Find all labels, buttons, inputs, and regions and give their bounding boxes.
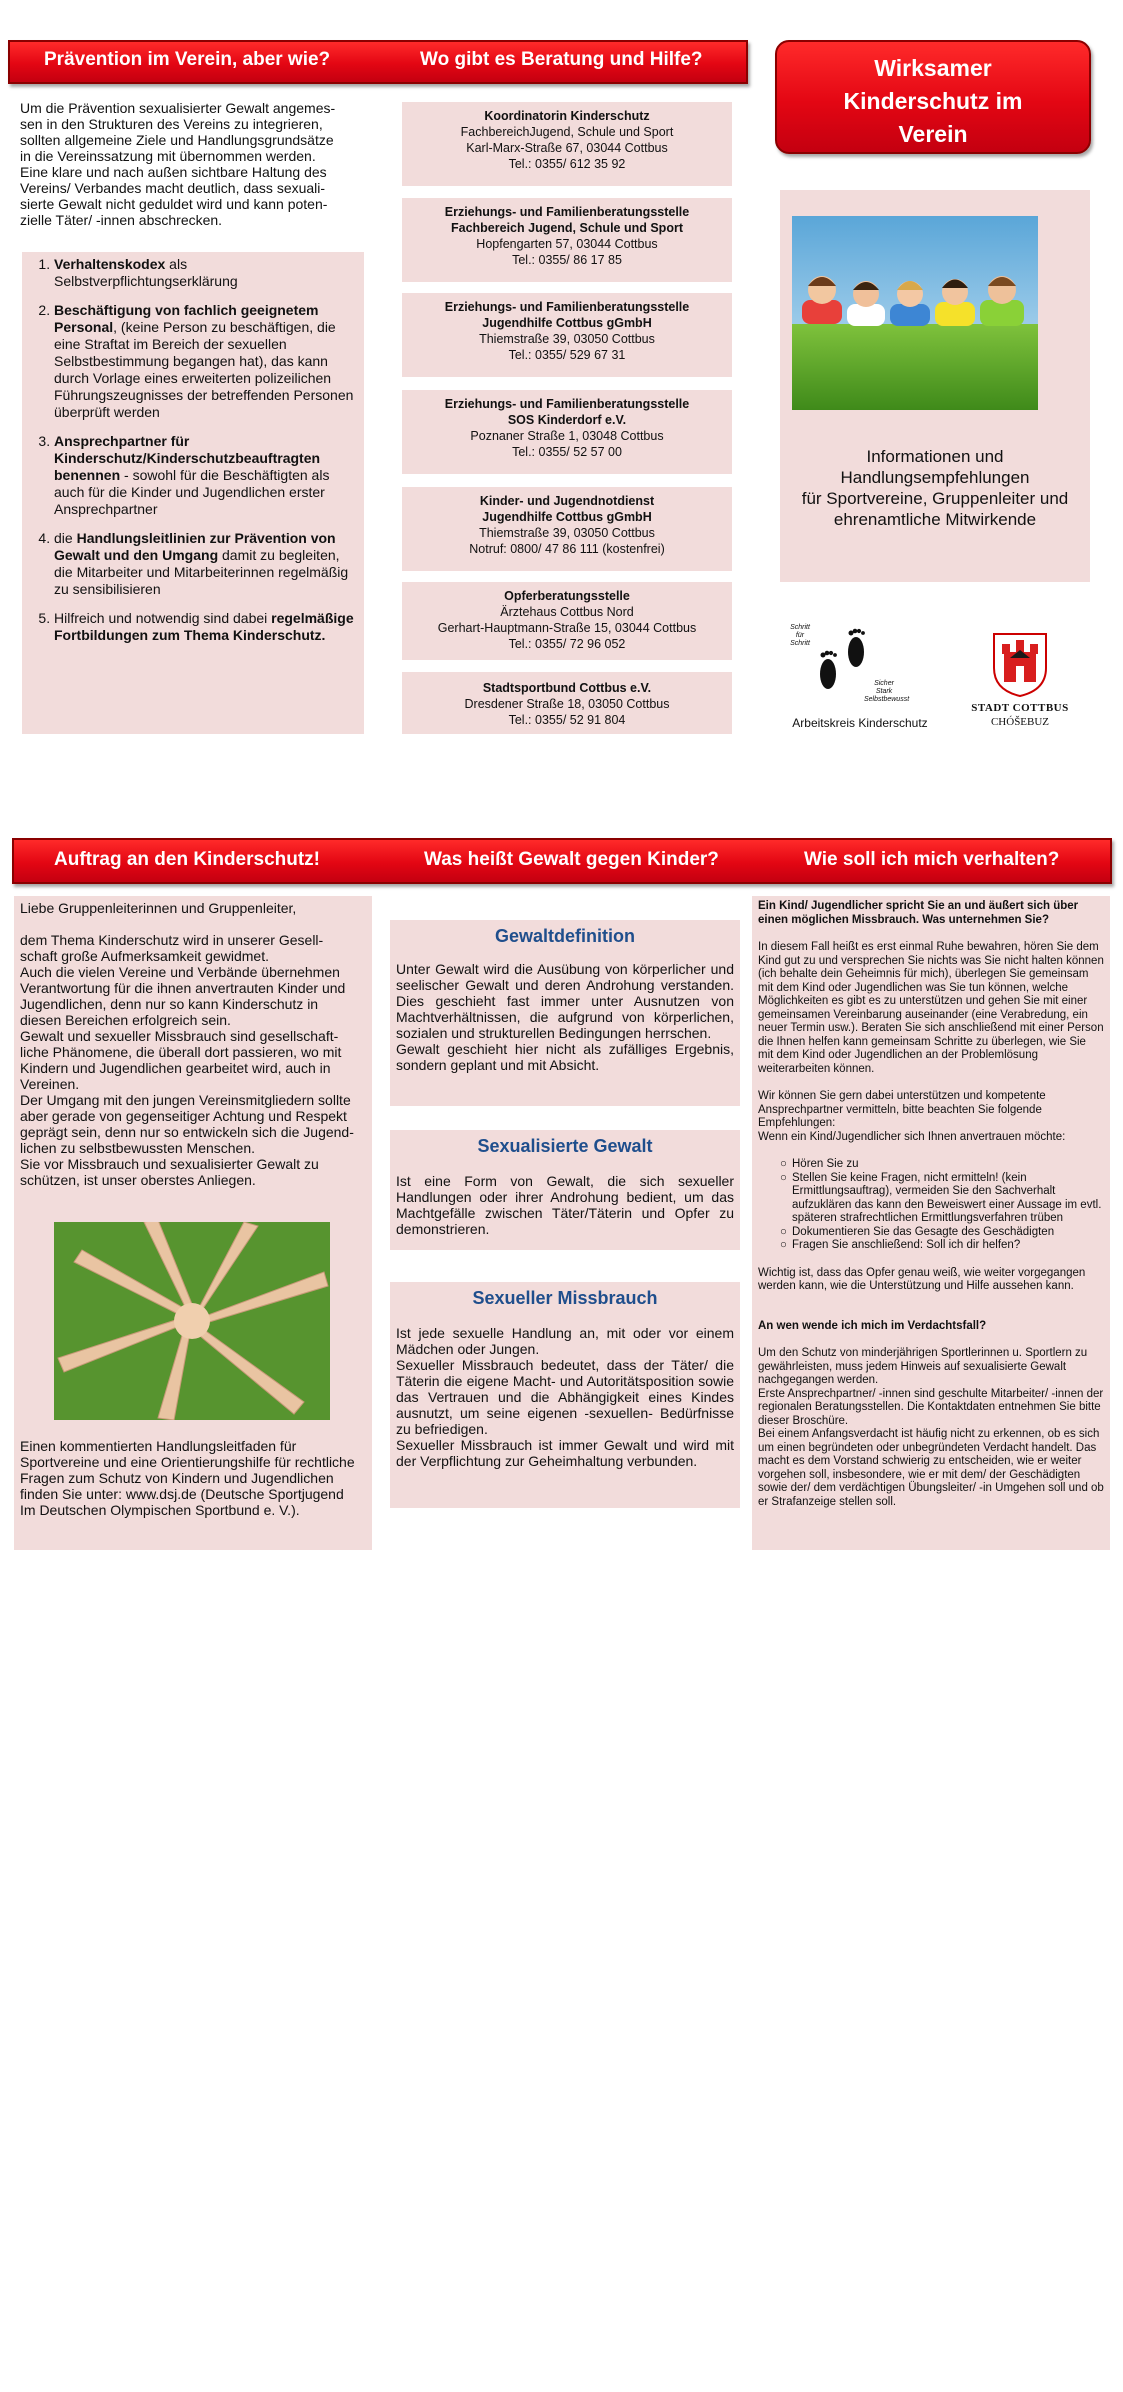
text-gewaltdefinition: Unter Gewalt wird die Ausübung von körperlicher und seelischer Gewalt und deren Androhung verstanden. Dies geschieht fast immer unter Ausnutzen von Machtverhältnissen, die aufgrund von körperlichen, sozialen und strukturellen Bedingungen herrschen. xyxy=(396,961,734,1041)
info-text: Informationen und Handlungsempfehlungen für Sportvereine, Gruppenleiter und ehrenamtliche Mitwirkende xyxy=(801,447,1069,529)
step-item: 5. Hilfreich und notwendig sind dabei regelmäßige Fortbildungen zum Thema Kinderschutz. xyxy=(54,610,358,644)
stadt-cottbus-logo xyxy=(960,630,1080,740)
paragraph-ruhe-bewahren: In diesem Fall heißt es erst einmal Ruhe bewahren, hören Sie dem Kind gut zu und versprechen Sie nichts was Sie nicht halten können (ich behalte dein Geheimnis für mich), überlegen Sie gemeinsam mit dem Kind oder Jugendlichen was Sie tun können, welche Möglichkeiten es gibt es zu unterstützen und gehen Sie mit einer gemeinsamen Vereinbarung auseinander (eine Verabredung, ein neuer Termin usw.). Beraten Sie sich anschließend mit einer Person die Ihnen helfen kann gemeinsam Schritte zu überlegen, wie Sie mit dem Kind oder Jugendlichen an der Problemlösung weiterarbeiten können. xyxy=(758,941,1104,1075)
step-item: 2. Beschäftigung von fachlich geeignetem Personal, (keine Person zu beschäftigen, die eine Straftat im Bereich der sexuellen Selbstbestimmung begangen hat), das kann durch Vorlage eines erweiterten polizeilichen Führungszeugnisses der betreffenden Personen überprüft werden xyxy=(54,302,358,421)
banner-title-gewalt: Was heißt Gewalt gegen Kinder? xyxy=(424,849,719,870)
def-panel-gewalt xyxy=(390,920,740,1106)
title-box xyxy=(775,40,1091,154)
verhalten-panel xyxy=(752,896,1110,1550)
steps-list xyxy=(28,256,358,644)
list-item: ○ Hören Sie zu xyxy=(780,1158,1104,1172)
step-item: 1. Verhaltenskodex als Selbstverpflichtungserklärung xyxy=(54,256,358,290)
heading-sexualisierte-gewalt: Sexualisierte Gewalt xyxy=(477,1136,653,1156)
question-missbrauch: Ein Kind/ Jugendlicher spricht Sie an und äußert sich über einen möglichen Missbrauch. Was unternehmen Sie? xyxy=(758,900,1079,926)
title-line-1: Wirksamer xyxy=(874,55,992,81)
contact-box-beratungsstelle-jugendhilfe: Erziehungs- und Familienberatungsstelle Jugendhilfe Cottbus gGmbH Thiemstraße 39, 03050 Cottbus Tel.: 0355/ 529 67 31 xyxy=(402,293,732,377)
heading-gewaltdefinition: Gewaltdefinition xyxy=(494,926,635,946)
banner-page2 xyxy=(12,838,1112,884)
auftrag-body: dem Thema Kinderschutz wird in unserer Gesell- schaft große Aufmerksamkeit gewidmet. Auch die vielen Vereine und Verbände übernehmen Verantwortung für die ihnen anvertrauten Kinder und Jugendlichen, denn nur so kann Kinderschutz in diesen Bereichen erfolgreich sein. Gewalt und sexueller Missbrauch sind gesellschaft- liche Phänomene, die überall dort passieren, wo mit Kindern und Jugendlichen gearbeitet wird, auch in Vereinen. Der Umgang mit den jungen Vereinsmitgliedern sollte aber gerade von gegenseitiger Achtung und Respekt geprägt sein, denn nur so entwickeln sich die Jugend- lichen zu selbstbewussten Menschen. Sie vor Missbrauch und sexualisierter Gewalt zu schützen, ist unser oberstes Anliegen. xyxy=(20,932,354,1188)
contact-box-koordinatorin: Koordinatorin Kinderschutz FachbereichJugend, Schule und Sport Karl-Marx-Straße 67, 03044 Cottbus Tel.: 0355/ 612 35 92 xyxy=(402,102,732,186)
banner-title-verhalten: Wie soll ich mich verhalten? xyxy=(804,849,1060,870)
text-sexueller-missbrauch-2: Sexueller Missbrauch bedeutet, dass der Täter/ die Täterin die eigene Macht- und Autoritätsposition sowie das Vertrauen und die Abhängigkeit eines Kindes ausnutzt, um seine eigenen -sexuellen- Bedürfnisse zu befriedigen. xyxy=(396,1357,734,1437)
intro-text: Um die Prävention sexualisierter Gewalt angemes- sen in den Strukturen des Vereins zu integrieren, sollten allgemeine Ziele und Handlungsgrundsätze in die Vereinssatzung mit übernommen werden. Eine klare und nach außen sichtbare Haltung des Vereins/ Verbandes macht deutlich, dass sexuali- sierte Gewalt nicht geduldet wird und kann poten- zielle Täter/ -innen abschrecken. xyxy=(20,100,336,228)
text-sexualisierte-gewalt: Ist eine Form von Gewalt, die sich sexueller Handlungen oder ihrer Androhung bedient, um das Machtgefälle zwischen Täter/Täterin und Opfer zu demonstrieren. xyxy=(396,1173,734,1237)
logo-city-name: STADT COTTBUS xyxy=(971,702,1069,714)
question-verdachtsfall: An wen wende ich mich im Verdachtsfall? xyxy=(758,1319,987,1332)
paragraph-wichtig: Wichtig ist, dass das Opfer genau weiß, wie weiter vorgegangen werden kann, wie die Unterstützung und Hilfe aussehen kann. xyxy=(758,1266,1086,1292)
handlungsleitfaden-text: Einen kommentierten Handlungsleitfaden für Sportvereine und eine Orientierungshilfe für rechtliche Fragen zum Schutz von Kindern und Jugendlichen finden Sie unter: www.dsj.de (Deutsche Sportjugend Im Deutschen Olympischen Sportbund e. V.). xyxy=(20,1438,355,1518)
logo-tag-top: Schritt für Schritt xyxy=(790,624,810,647)
contact-box-notdienst: Kinder- und Jugendnotdienst Jugendhilfe Cottbus gGmbH Thiemstraße 39, 03050 Cottbus Notruf: 0800/ 47 86 111 (kostenfrei) xyxy=(402,487,732,571)
def-panel-sexueller-missbrauch xyxy=(390,1282,740,1508)
banner-page1-left xyxy=(8,40,748,84)
title-line-2: Kinderschutz im xyxy=(843,88,1023,114)
logo-caption: Arbeitskreis Kinderschutz xyxy=(792,716,928,730)
heading-sexueller-missbrauch: Sexueller Missbrauch xyxy=(472,1288,658,1308)
cottbus-coat-of-arms-icon xyxy=(990,630,1050,698)
paragraph-schutz: Um den Schutz von minderjährigen Sportlerinnen u. Sportlern zu gewährleisten, muss jedem Hinweis auf sexualisierte Gewalt nachgegangen werden. xyxy=(758,1347,1088,1386)
steps-panel xyxy=(22,252,364,734)
contact-box-opferberatung: Opferberatungsstelle Ärztehaus Cottbus Nord Gerhart-Hauptmann-Straße 15, 03044 Cottbus Tel.: 0355/ 72 96 052 xyxy=(402,582,732,660)
arbeitskreis-logo xyxy=(780,622,940,732)
info-panel xyxy=(780,190,1090,582)
logo-tag-bottom: Sicher Stark Selbstbewusst xyxy=(864,680,910,703)
banner-title-beratung: Wo gibt es Beratung und Hilfe? xyxy=(420,49,703,70)
children-on-grass-photo xyxy=(792,216,1038,410)
paragraph-ansprechpartner: Erste Ansprechpartner/ -innen sind geschulte Mitarbeiter/ -innen der regionalen Beratungsstellen. Die Kontaktdaten entnehmen Sie bitte dieser Broschüre. xyxy=(758,1387,1104,1427)
greeting: Liebe Gruppenleiterinnen und Gruppenleiter, xyxy=(20,900,297,916)
title-line-3: Verein xyxy=(898,121,968,147)
auftrag-panel xyxy=(14,896,372,1550)
hands-together-photo xyxy=(54,1222,330,1420)
text-sexueller-missbrauch: Ist jede sexuelle Handlung an, mit oder vor einem Mädchen oder Jungen. xyxy=(396,1325,734,1357)
text-gewaltdefinition-2: Gewalt geschieht hier nicht als zufälliges Ergebnis, sondern geplant und mit Absicht. xyxy=(396,1041,734,1073)
banner-title-praevention: Prävention im Verein, aber wie? xyxy=(44,49,331,70)
recommendation-list xyxy=(758,1158,1104,1253)
step-item: 4. die Handlungsleitlinien zur Prävention von Gewalt und den Umgang damit zu begleiten, die Mitarbeiter und Mitarbeiterinnen regelmäßig zu sensibilisieren xyxy=(54,530,358,598)
paragraph-unterstuetzung: Wir können Sie gern dabei unterstützen und kompetente Ansprechpartner vermitteln, bitte beachten Sie folgende Empfehlungen: xyxy=(758,1090,1046,1129)
step-item: 3. Ansprechpartner für Kinderschutz/Kinderschutzbeauftragten benennen - sowohl für die Beschäftigten als auch für die Kinder und Jugendlichen erster Ansprechpartner xyxy=(54,433,358,518)
contact-box-stadtsportbund: Stadtsportbund Cottbus e.V. Dresdener Straße 18, 03050 Cottbus Tel.: 0355/ 52 91 804 xyxy=(402,672,732,734)
paragraph-anvertrauen: Wenn ein Kind/Jugendlicher sich Ihnen anvertrauen möchte: xyxy=(758,1130,1066,1143)
logo-city-sorbian: CHÓŠEBUZ xyxy=(990,716,1050,728)
text-sexueller-missbrauch-3: Sexueller Missbrauch ist immer Gewalt und wird mit der Verpflichtung zur Geheimhaltung verbunden. xyxy=(396,1437,734,1469)
contact-box-beratungsstelle-fachbereich: Erziehungs- und Familienberatungsstelle Fachbereich Jugend, Schule und Sport Hopfengarten 57, 03044 Cottbus Tel.: 0355/ 86 17 85 xyxy=(402,198,732,282)
banner-title-auftrag: Auftrag an den Kinderschutz! xyxy=(54,849,321,870)
list-item: ○ Fragen Sie anschließend: Soll ich dir helfen? xyxy=(780,1239,1104,1253)
list-item: ○ Dokumentieren Sie das Gesagte des Geschädigten xyxy=(780,1226,1104,1240)
contact-box-beratungsstelle-sos: Erziehungs- und Familienberatungsstelle SOS Kinderdorf e.V. Poznaner Straße 1, 03048 Cottbus Tel.: 0355/ 52 57 00 xyxy=(402,390,732,474)
def-panel-sexualisierte-gewalt xyxy=(390,1130,740,1250)
paragraph-anfangsverdacht: Bei einem Anfangsverdacht ist häufig nicht zu erkennen, ob es sich um einen begründeten oder unbegründeten Verdacht handelt. Das macht es dem Vorstand schwierig zu entscheiden, wie er weiter vorgehen soll, insbesondere, wie er mit dem/ der Geschädigten sowie der/ dem verdächtigen Übungsleiter/ -in Umgehen soll und ob er Strafanzeige stellen soll. xyxy=(758,1428,1104,1508)
list-item: ○ Stellen Sie keine Fragen, nicht ermitteln! (kein Ermittlungsauftrag), vermeiden Sie den Sachverhalt aufzuklären das kann den Beweiswert einer Aussage im evtl. späteren strafrechtlichen Ermittlungsverfahren trüben xyxy=(780,1172,1104,1226)
